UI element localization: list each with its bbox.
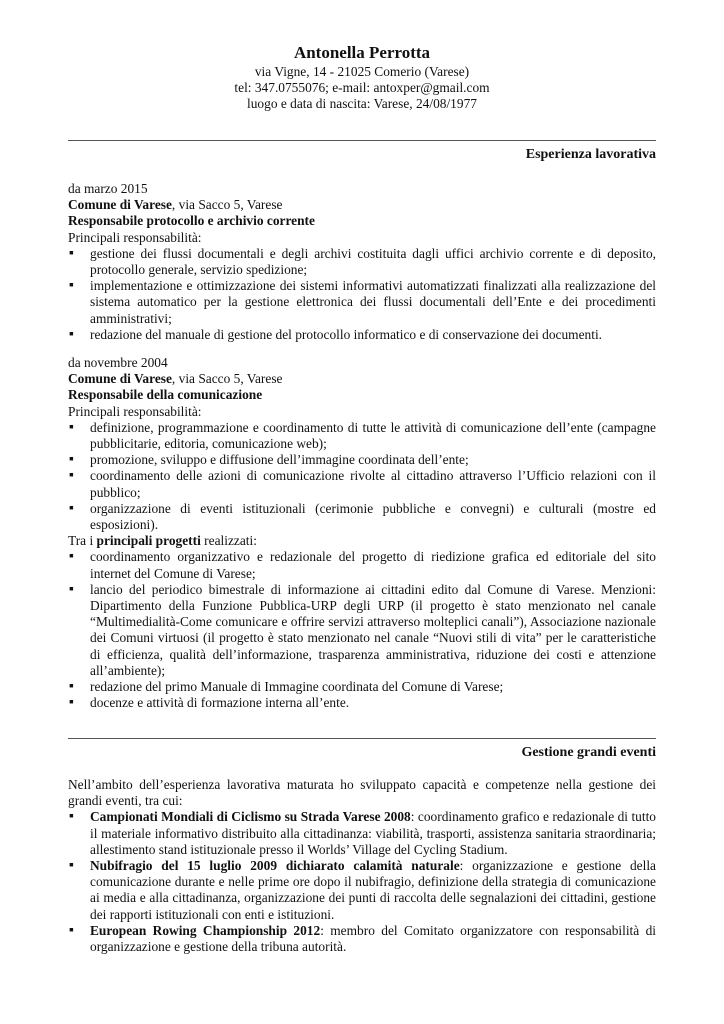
job-address: , via Sacco 5, Varese xyxy=(171,371,283,387)
list-item: ▪ redazione del primo Manuale di Immagine coordinata del Comune di Varese; xyxy=(68,679,656,695)
candidate-name: Antonella Perrotta xyxy=(293,43,431,62)
list-item xyxy=(68,923,656,955)
job-role: Responsabile protocollo e archivio corrente xyxy=(68,213,315,229)
section-divider xyxy=(68,140,656,141)
list-item xyxy=(68,858,656,923)
section-title-experience: Esperienza lavorativa xyxy=(525,147,656,162)
event-description: : coordinamento grafico e redazionale di tutto il materiale informativo distribuito alla cittadinanza: viabilità, trasporti, assistenza sanitaria straordinaria; allestimento stand istituzionale presso il Worlds’ Village del Cycling Stadium. xyxy=(90,809,657,857)
event-description: : organizzazione e gestione della comunicazione durante e nelle prime ore dopo il nubifragio, definizione della strategia di comunicazione ai media e alla cittadinanza, organizzazione dei punti di raccolta delle segnalazioni dei cittadini, gestione dei rapporti istituzionali con enti e istituzioni. xyxy=(90,858,656,922)
contacts-line: tel: 347.0755076; e-mail: antoxper@gmail.com xyxy=(234,80,490,96)
projects-list xyxy=(68,549,656,711)
section-title-events: Gestione grandi eventi xyxy=(521,745,656,760)
job-employer: Comune di Varese xyxy=(68,371,172,387)
event-description: : membro del Comitato organizzatore con responsabilità di organizzazione e gestione della tribuna autorità. xyxy=(90,922,656,955)
list-item: ▪ gestione dei flussi documentali e degli archivi costituita dagli uffici archivio corrente e di deposito, protocollo generale, servizio spedizione; xyxy=(68,246,656,278)
job-employer-line xyxy=(68,197,656,213)
responsibilities-label: Principali responsabilità: xyxy=(68,403,202,419)
responsibilities-list xyxy=(68,420,656,533)
cv-header xyxy=(0,43,724,113)
list-item: ▪ organizzazione di eventi istituzionali (cerimonie pubbliche e convegni) e culturali (mostre ed esposizioni). xyxy=(68,501,656,533)
address-line: via Vigne, 14 - 21025 Comerio (Varese) xyxy=(254,64,470,79)
birth-line: luogo e data di nascita: Varese, 24/08/1977 xyxy=(247,96,477,112)
list-item: ▪ promozione, sviluppo e diffusione dell’immagine coordinata dell’ente; xyxy=(68,452,656,468)
list-item: ▪ coordinamento delle azioni di comunicazione rivolte al cittadino attraverso l’Ufficio relazioni con il pubblico; xyxy=(68,468,656,500)
list-item: ▪ redazione del manuale di gestione del protocollo informatico e di conservazione dei documenti. xyxy=(68,327,656,343)
projects-label-post: realizzati: xyxy=(200,533,257,549)
job-address: , via Sacco 5, Varese xyxy=(171,197,283,213)
projects-label-bold: principali progetti xyxy=(96,533,201,549)
responsibilities-label: Principali responsabilità: xyxy=(68,229,202,245)
responsibilities-list xyxy=(68,246,656,343)
list-item: ▪ coordinamento organizzativo e redazionale del progetto di riedizione grafica ed editoriale del sito internet del Comune di Varese; xyxy=(68,549,656,581)
job-date: da novembre 2004 xyxy=(68,355,168,370)
list-item: ▪ docenze e attività di formazione interna all’ente. xyxy=(68,695,656,711)
job-employer-line xyxy=(68,371,656,387)
projects-label xyxy=(68,533,656,549)
list-item: ▪ lancio del periodico bimestrale di informazione ai cittadini edito dal Comune di Varese. Menzioni: Dipartimento della Funzione Pubblica-URP degli URP (il progetto è stato menzionato nel canale “Multimedialità-Come comunicare e offrire servizi attraverso molteplici canali”), Associazione nazionale dei Comuni virtuosi (il progetto è stato menzionato nel canale “Nuovi stili di vita” per le caratteristiche di efficienza, qualità dell’informazione, trasparenza amministrativa, riduzione dei costi e attenzione all’ambiente); xyxy=(68,582,656,679)
job-employer: Comune di Varese xyxy=(68,197,172,213)
job-entry-1 xyxy=(68,181,656,343)
projects-label-pre: Tra i xyxy=(68,533,97,549)
event-name: Nubifragio del 15 luglio 2009 dichiarato calamità naturale xyxy=(90,858,460,874)
job-date: da marzo 2015 xyxy=(68,181,148,196)
section-divider xyxy=(68,738,656,739)
list-item: ▪ definizione, programmazione e coordinamento di tutte le attività di comunicazione dell’ente (campagne pubblicitarie, editoria, comunicazione web); xyxy=(68,420,656,452)
job-entry-2 xyxy=(68,355,656,711)
events-section xyxy=(68,777,656,955)
events-intro: Nell’ambito dell’esperienza lavorativa maturata ho sviluppato capacità e competenze nella gestione dei grandi eventi, tra cui: xyxy=(68,777,656,809)
list-item xyxy=(68,809,656,858)
job-role: Responsabile della comunicazione xyxy=(68,387,263,403)
event-name: Campionati Mondiali di Ciclismo su Strada Varese 2008 xyxy=(90,809,411,825)
list-item: ▪ implementazione e ottimizzazione dei sistemi informativi automatizzati finalizzati alla realizzazione del sistema automatico per la gestione elettronica dei flussi documentali dell’Ente e dei procedimenti amministrativi; xyxy=(68,278,656,327)
events-list xyxy=(68,809,656,955)
event-name: European Rowing Championship 2012 xyxy=(90,922,321,938)
